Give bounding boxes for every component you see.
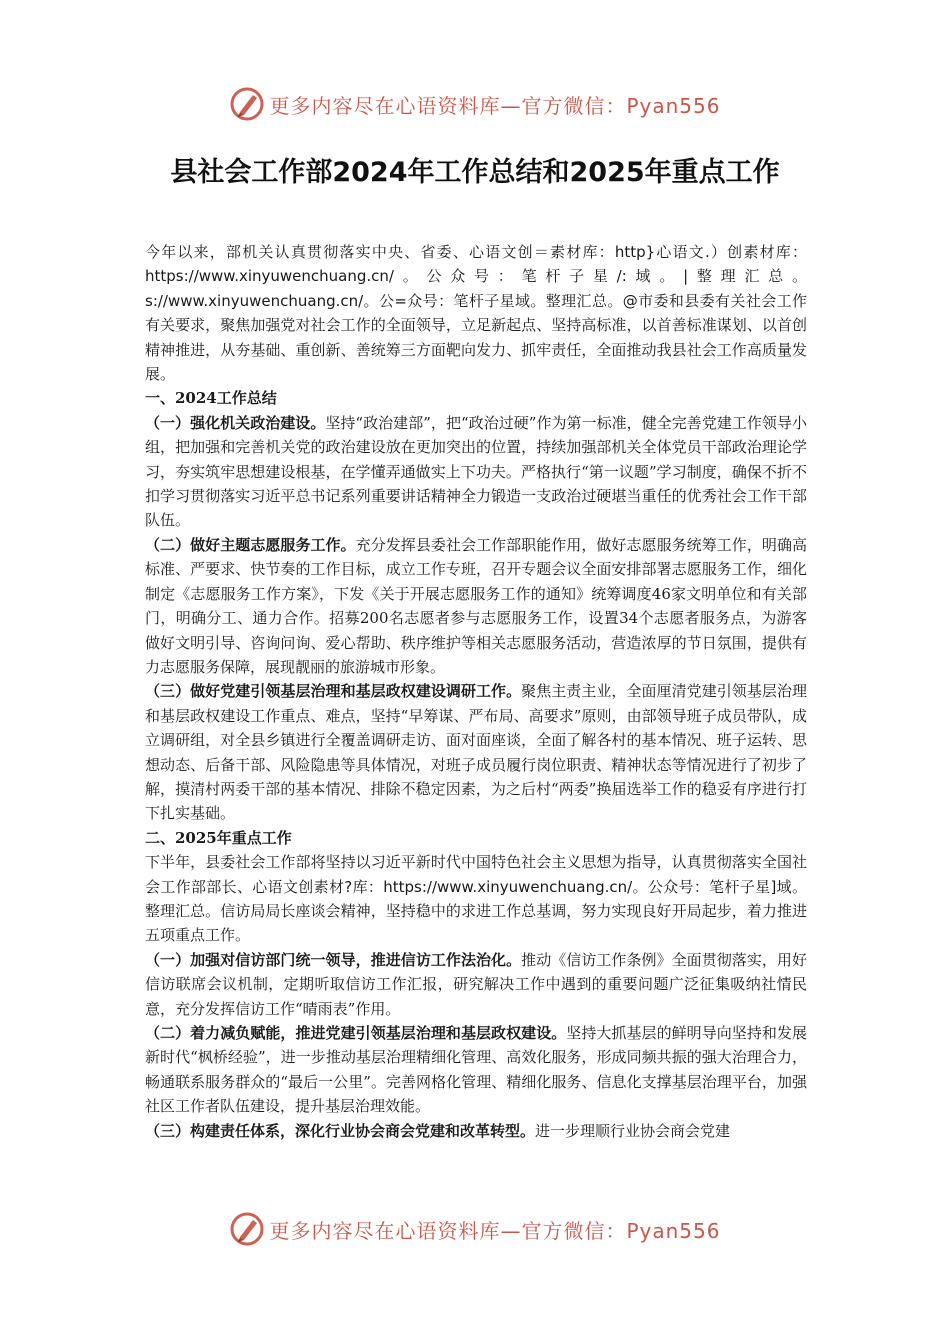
page-title: 县社会工作部2024年工作总结和2025年重点工作 (170, 157, 780, 188)
paragraph-lead: （一）强化机关政治建设。 (145, 413, 326, 432)
paragraph-body: 聚焦主责主业，全面厘清党建引领基层治理和基层政权建设工作重点、难点，坚持“早筹谋、严布局、高要求”原则，由部领导班子成员带队，成立调研组，对全县乡镇进行全覆盖调研走访、面对面座谈，全面了解各村的基本情况、班子运转、思想动态、后备干部、风险隐患等具体情况，对班子成员履行岗位职责、精神状态等情况进行了初步了解，摸清村两委干部的基本情况、排除不稳定因素，为之后村“两委”换届选举工作的稳妥有序进行打下扎实基础。 (145, 682, 807, 823)
pen-logo-icon (229, 1211, 265, 1247)
paragraph-lead: （三）做好党建引领基层治理和基层政权建设调研工作。 (145, 682, 522, 701)
section-heading-2025: 二、2025年重点工作 (145, 828, 292, 847)
pen-logo-icon (229, 86, 265, 122)
paragraph-lead: （一）加强对信访部门统一领导，推进信访工作法治化。 (145, 950, 522, 969)
watermark-banner-bottom (0, 1209, 950, 1249)
paragraph-lead: （二）做好主题志愿服务工作。 (145, 535, 356, 554)
paragraph-political-building (145, 411, 807, 533)
watermark-banner-top (0, 84, 950, 124)
paragraph-grassroots-governance (145, 1021, 807, 1119)
section-heading-2024: 一、2024工作总结 (145, 389, 277, 408)
paragraph-lead: （三）构建责任体系，深化行业协会商会党建和改革转型。 (145, 1121, 536, 1140)
paragraph-grassroots-research (145, 679, 807, 825)
paragraph-body: 推动《信访工作条例》全面贯彻落实，用好信访联席会议机制，定期听取信访工作汇报，研究解决工作中遇到的重要问题广泛征集吸纳社情民意，充分发挥信访工作“晴雨表”作用。 (145, 950, 807, 1018)
paragraph-body: 进一步理顺行业协会商会党建 (535, 1121, 731, 1140)
document-body (145, 240, 807, 1143)
paragraph-body: 坚持大抓基层的鲜明导向坚持和发展新时代“枫桥经验”，进一步推动基层治理精细化管理、高效化服务，形成同频共振的强大治理合力，畅通联系服务群众的“最后一公里”。完善网格化管理、精细化服务、信息化支撑基层治理平台，加强社区工作者队伍建设，提升基层治理效能。 (145, 1024, 807, 1116)
watermark-text: 更多内容尽在心语资料库—官方微信：Pyan556 (269, 93, 721, 118)
intro-paragraph: 今年以来，部机关认真贯彻落实中央、省委、心语文创＝素材库：http}心语文.）创素材库：https://www.xinyuwenchuang.cn/。公众号：笔杆子星/:域。|整理汇总。s://www.xinyuwenchuang.cn/。公=众号：笔杆子星域。整理汇总。@市委和县委有关社会工作有关要求，聚焦加强党对社会工作的全面领导，立足新起点、坚持高标准，以首善标准谋划、以首创精神推进，从夯基础、重创新、善统筹三方面靶向发力、抓牢责任，全面推动我县社会工作高质量发展。 (145, 243, 807, 384)
paragraph-volunteer-service (145, 533, 807, 679)
section2-intro-paragraph: 下半年，县委社会工作部将坚持以习近平新时代中国特色社会主义思想为指导，认真贯彻落实全国社会工作部部长、心语文创素材?库：https://www.xinyuwenchuang.cn/。公众号：笔杆子星]域。整理汇总。信访局局长座谈会精神，坚持稳中的求进工作总基调，努力实现良好开局起步，着力推进五项重点工作。 (145, 853, 807, 945)
paragraph-lead: （二）着力减负赋能，推进党建引领基层治理和基层政权建设。 (145, 1024, 567, 1042)
paragraph-body: 坚持“政治建部”，把“政治过硬”作为第一标准，健全完善党建工作领导小组，把加强和完善机关党的政治建设放在更加突出的位置，持续加强部机关全体党员干部政治理论学习，夯实筑牢思想建设根基，在学懂弄通做实上下功夫。严格执行“第一议题”学习制度，确保不折不扣学习贯彻落实习近平总书记系列重要讲话精神全力锻造一支政治过硬堪当重任的优秀社会工作干部队伍。 (145, 413, 807, 530)
watermark-text: 更多内容尽在心语资料库—官方微信：Pyan556 (269, 1218, 721, 1243)
paragraph-body: 充分发挥县委社会工作部职能作用，做好志愿服务统筹工作，明确高标准、严要求、快节奏的工作目标，成立工作专班，召开专题会议全面安排部署志愿服务工作，细化制定《志愿服务工作方案》，下发《关于开展志愿服务工作的通知》统筹调度46家文明单位和有关部门，明确分工、通力合作。招募200名志愿者参与志愿服务工作，设置34个志愿者服务点，为游客做好文明引导、咨询问询、爱心帮助、秩序维护等相关志愿服务活动，营造浓厚的节日氛围，提供有力志愿服务保障，展现靓丽的旅游城市形象。 (145, 535, 807, 676)
paragraph-industry-associations (145, 1119, 807, 1143)
paragraph-petition-law (145, 948, 807, 1021)
